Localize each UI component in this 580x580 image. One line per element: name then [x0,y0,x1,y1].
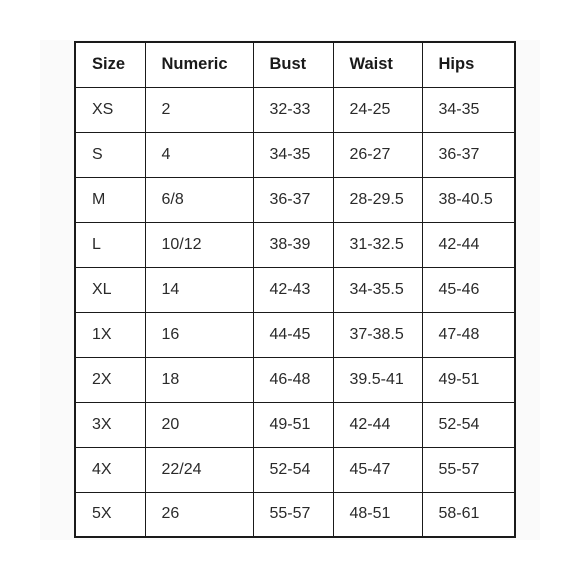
cell-waist: 37-38.5 [333,312,422,357]
table-row [75,267,515,312]
cell-bust: 49-51 [253,402,333,447]
cell-numeric: 2 [145,87,253,132]
table-row [75,492,515,537]
cell-size: S [75,132,145,177]
table-row [75,87,515,132]
cell-hips: 45-46 [422,267,515,312]
table-row [75,402,515,447]
cell-numeric: 18 [145,357,253,402]
table-row [75,447,515,492]
cell-bust: 55-57 [253,492,333,537]
table-row [75,312,515,357]
cell-bust: 32-33 [253,87,333,132]
cell-waist: 24-25 [333,87,422,132]
cell-bust: 36-37 [253,177,333,222]
cell-size: 1X [75,312,145,357]
cell-numeric: 14 [145,267,253,312]
cell-numeric: 10/12 [145,222,253,267]
cell-numeric: 20 [145,402,253,447]
cell-size: 4X [75,447,145,492]
cell-size: 2X [75,357,145,402]
cell-numeric: 26 [145,492,253,537]
size-chart-table [74,41,516,538]
cell-bust: 42-43 [253,267,333,312]
table-row [75,357,515,402]
header-numeric: Numeric [145,42,253,87]
cell-numeric: 4 [145,132,253,177]
cell-size: 3X [75,402,145,447]
cell-size: M [75,177,145,222]
cell-numeric: 6/8 [145,177,253,222]
cell-waist: 39.5-41 [333,357,422,402]
cell-size: XL [75,267,145,312]
cell-size: XS [75,87,145,132]
cell-waist: 42-44 [333,402,422,447]
table-row [75,132,515,177]
cell-hips: 34-35 [422,87,515,132]
cell-numeric: 22/24 [145,447,253,492]
cell-waist: 26-27 [333,132,422,177]
cell-hips: 42-44 [422,222,515,267]
cell-bust: 46-48 [253,357,333,402]
cell-waist: 34-35.5 [333,267,422,312]
cell-hips: 55-57 [422,447,515,492]
header-size: Size [75,42,145,87]
cell-bust: 44-45 [253,312,333,357]
cell-bust: 34-35 [253,132,333,177]
cell-numeric: 16 [145,312,253,357]
table-row [75,177,515,222]
header-hips: Hips [422,42,515,87]
cell-hips: 38-40.5 [422,177,515,222]
header-waist: Waist [333,42,422,87]
cell-waist: 48-51 [333,492,422,537]
cell-hips: 52-54 [422,402,515,447]
cell-bust: 38-39 [253,222,333,267]
cell-size: L [75,222,145,267]
cell-hips: 58-61 [422,492,515,537]
cell-hips: 47-48 [422,312,515,357]
cell-hips: 49-51 [422,357,515,402]
table-row [75,222,515,267]
header-bust: Bust [253,42,333,87]
cell-waist: 31-32.5 [333,222,422,267]
cell-waist: 28-29.5 [333,177,422,222]
cell-hips: 36-37 [422,132,515,177]
cell-waist: 45-47 [333,447,422,492]
cell-bust: 52-54 [253,447,333,492]
header-row [75,42,515,87]
cell-size: 5X [75,492,145,537]
